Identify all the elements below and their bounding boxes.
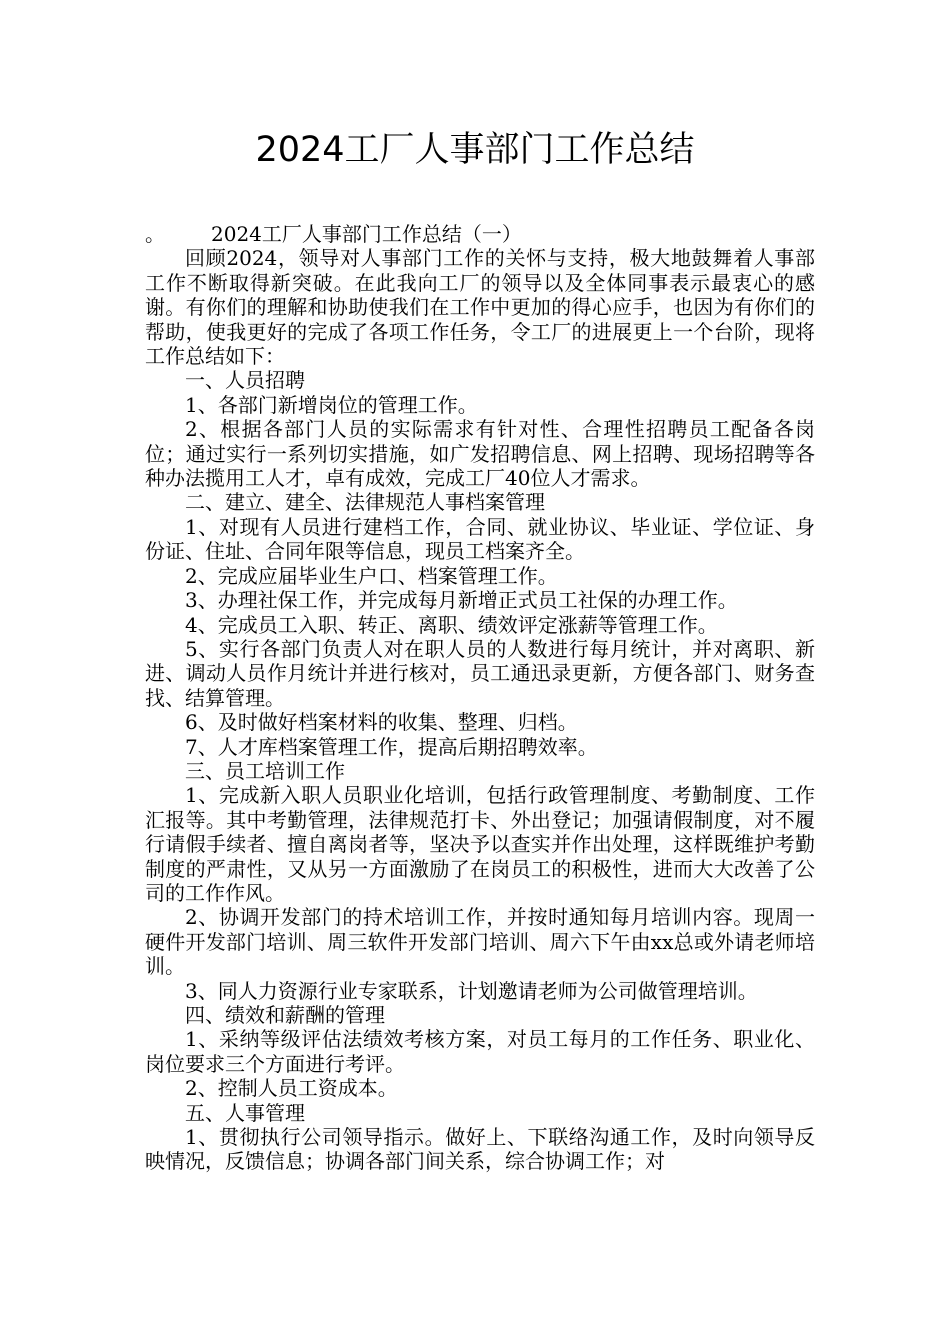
paragraph: 回顾2024，领导对人事部门工作的关怀与支持，极大地鼓舞着人事部工作不断取得新突破。在此我向工厂的领导以及全体同事表示最衷心的感谢。有你们的理解和协助使我们在工作中更加的得心应手，也因为有你们的帮助，使我更好的完成了各项工作任务，令工厂的进展更上一个台阶，现将工作总结如下： — [145, 246, 815, 369]
document-body — [145, 222, 815, 1174]
paragraph: 1、贯彻执行公司领导指示。做好上、下联络沟通工作，及时向领导反映情况，反馈信息；协调各部门间关系，综合协调工作；对 — [145, 1125, 815, 1174]
document-subtitle: 2024工厂人事部门工作总结（一） — [211, 222, 522, 246]
section-heading: 三、员工培训工作 — [185, 758, 345, 783]
paragraph: 6、及时做好档案材料的收集、整理、归档。 — [185, 710, 578, 735]
paragraph: 1、完成新入职人员职业化培训，包括行政管理制度、考勤制度、工作汇报等。其中考勤管理，法律规范打卡、外出登记；加强请假制度，对不履行请假手续者、擅自离岗者等，坚决予以查实并作出处理，这样既维护考勤制度的严肃性，又从另一方面激励了在岗员工的积极性，进而大大改善了公司的工作作风。 — [145, 783, 815, 905]
paragraph: 1、采纳等级评估法绩效考核方案，对员工每月的工作任务、职业化、岗位要求三个方面进行考评。 — [145, 1027, 815, 1076]
intro-line — [145, 222, 815, 246]
paragraph: 1、对现有人员进行建档工作，合同、就业协议、毕业证、学位证、身份证、住址、合同年限等信息，现员工档案齐全。 — [145, 514, 815, 564]
section-heading: 五、人事管理 — [185, 1100, 305, 1125]
paragraph: 2、协调开发部门的持术培训工作，并按时通知每月培训内容。现周一硬件开发部门培训、周三软件开发部门培训、周六下午由xx总或外请老师培训。 — [145, 905, 815, 979]
intro-dot: 。 — [145, 222, 165, 246]
paragraph: 7、人才库档案管理工作，提高后期招聘效率。 — [185, 734, 598, 759]
section-heading: 四、绩效和薪酬的管理 — [185, 1003, 385, 1027]
paragraph: 4、完成员工入职、转正、离职、绩效评定涨薪等管理工作。 — [185, 612, 718, 637]
paragraph: 3、同人力资源行业专家联系，计划邀请老师为公司做管理培训。 — [185, 978, 758, 1003]
paragraph: 3、办理社保工作，并完成每月新增正式员工社保的办理工作。 — [185, 588, 738, 613]
document-title: 2024工厂人事部门工作总结 — [255, 130, 695, 170]
section-heading: 二、建立、建全、法律规范人事档案管理 — [185, 490, 545, 515]
paragraph: 1、各部门新增岗位的管理工作。 — [185, 392, 478, 417]
section-heading: 一、人员招聘 — [185, 368, 305, 393]
paragraph: 2、控制人员工资成本。 — [185, 1076, 398, 1101]
paragraph: 2、根据各部门人员的实际需求有针对性、合理性招聘员工配备各岗位；通过实行一系列切实措施，如广发招聘信息、网上招聘、现场招聘等各种办法揽用工人才，卓有成效，完成工厂40位人才需求。 — [145, 417, 815, 491]
paragraph: 2、完成应届毕业生户口、档案管理工作。 — [185, 563, 558, 588]
paragraph: 5、实行各部门负责人对在职人员的人数进行每月统计，并对离职、新进、调动人员作月统计并进行核对，员工通迅录更新，方便各部门、财务查找、结算管理。 — [145, 636, 815, 710]
